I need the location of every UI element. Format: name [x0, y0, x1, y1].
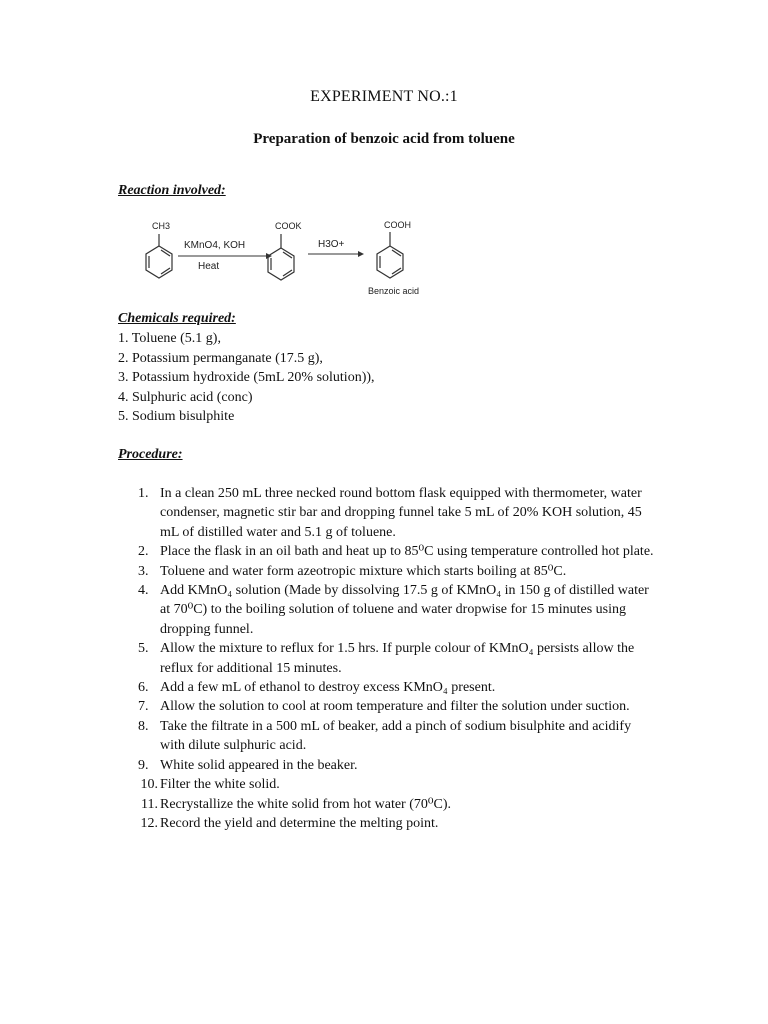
product-group-label: COOH	[384, 220, 411, 230]
intermediate-group-label: COOK	[275, 221, 302, 231]
procedure-step	[118, 717, 658, 756]
toluene-group-label: CH3	[152, 221, 171, 231]
step-text: Add KMnO₄ solution (Made by dissolving 17.5 g of KMnO₄ in 150 g of distilled water at 70⁰C) to the boiling solution of toluene and water dropwise for 15 minutes using dropping funnel.	[160, 583, 649, 637]
procedure-step	[118, 775, 658, 794]
step-text: Allow the solution to cool at room temperature and filter the solution under suction.	[160, 699, 630, 715]
step-number: 10.	[140, 777, 158, 793]
toluene-structure	[146, 234, 172, 278]
chemical-item: 5. Sodium bisulphite	[118, 409, 235, 424]
chemical-item: 4. Sulphuric acid (conc)	[118, 389, 253, 405]
step-text: Filter the white solid.	[160, 777, 280, 793]
procedure-step	[118, 697, 658, 716]
benzoic-acid-structure	[377, 232, 403, 278]
step-text: Allow the mixture to reflux for 1.5 hrs. If purple colour of KMnO₄ persists allow the reflux for additional 15 minutes.	[160, 641, 635, 676]
chemical-item: 2. Potassium permanganate (17.5 g),	[118, 350, 323, 366]
step-text: In a clean 250 mL three necked round bottom flask equipped with thermometer, water condenser, magnetic stir bar and dropping funnel take 5 mL of 20% KOH solution, 45 mL of distilled water and 5.1 g of toluene.	[160, 486, 642, 540]
step-number: 5.	[138, 641, 149, 657]
procedure-step	[118, 542, 658, 561]
potassium-benzoate-structure	[268, 234, 294, 280]
chemicals-heading: Chemicals required:	[118, 311, 236, 326]
step-number: 8.	[138, 718, 149, 734]
procedure-step	[118, 795, 658, 814]
step-text: Take the filtrate in a 500 mL of beaker, add a pinch of sodium bisulphite and acidify with dilute sulphuric acid.	[160, 718, 632, 754]
step-number: 4.	[138, 583, 149, 599]
procedure-step	[118, 484, 658, 542]
procedure-list	[118, 484, 658, 833]
step-number: 3.	[138, 563, 149, 579]
procedure-heading: Procedure:	[118, 447, 183, 462]
acid-reagent-label: H3O+	[318, 239, 345, 250]
step-text: Toluene and water form azeotropic mixture which starts boiling at 85⁰C.	[160, 563, 567, 579]
experiment-title: EXPERIMENT NO.:1	[310, 88, 458, 105]
reagent-bottom-label: Heat	[198, 261, 220, 272]
step-number: 2.	[138, 544, 149, 560]
reaction-scheme	[118, 210, 438, 300]
step-text: Place the flask in an oil bath and heat up to 85⁰C using temperature controlled hot plate.	[160, 544, 654, 560]
step-number: 6.	[138, 680, 149, 696]
step-text: Add a few mL of ethanol to destroy excess KMnO₄ present.	[160, 680, 496, 696]
procedure-step	[118, 581, 658, 639]
chemical-item: 3. Potassium hydroxide (5mL 20% solution)),	[118, 370, 375, 385]
step-number: 1.	[138, 486, 149, 501]
procedure-step	[118, 678, 658, 697]
procedure-step	[118, 756, 658, 775]
step-text: Record the yield and determine the melting point.	[160, 815, 439, 831]
step-number: 7.	[138, 699, 149, 715]
chemicals-list	[118, 329, 375, 427]
procedure-step	[118, 814, 658, 833]
experiment-subtitle: Preparation of benzoic acid from toluene	[253, 131, 515, 147]
reaction-heading: Reaction involved:	[118, 183, 226, 198]
procedure-step	[118, 562, 658, 581]
chemical-item: 1. Toluene (5.1 g),	[118, 331, 221, 346]
step-text: Recrystallize the white solid from hot water (70⁰C).	[160, 796, 451, 812]
step-text: White solid appeared in the beaker.	[160, 757, 358, 773]
step-number: 11.	[141, 796, 158, 812]
step-number: 12.	[140, 815, 158, 831]
procedure-step	[118, 639, 658, 678]
product-name-label: Benzoic acid	[368, 286, 420, 296]
reagent-top-label: KMnO4, KOH	[184, 240, 246, 251]
step-number: 9.	[138, 757, 149, 773]
